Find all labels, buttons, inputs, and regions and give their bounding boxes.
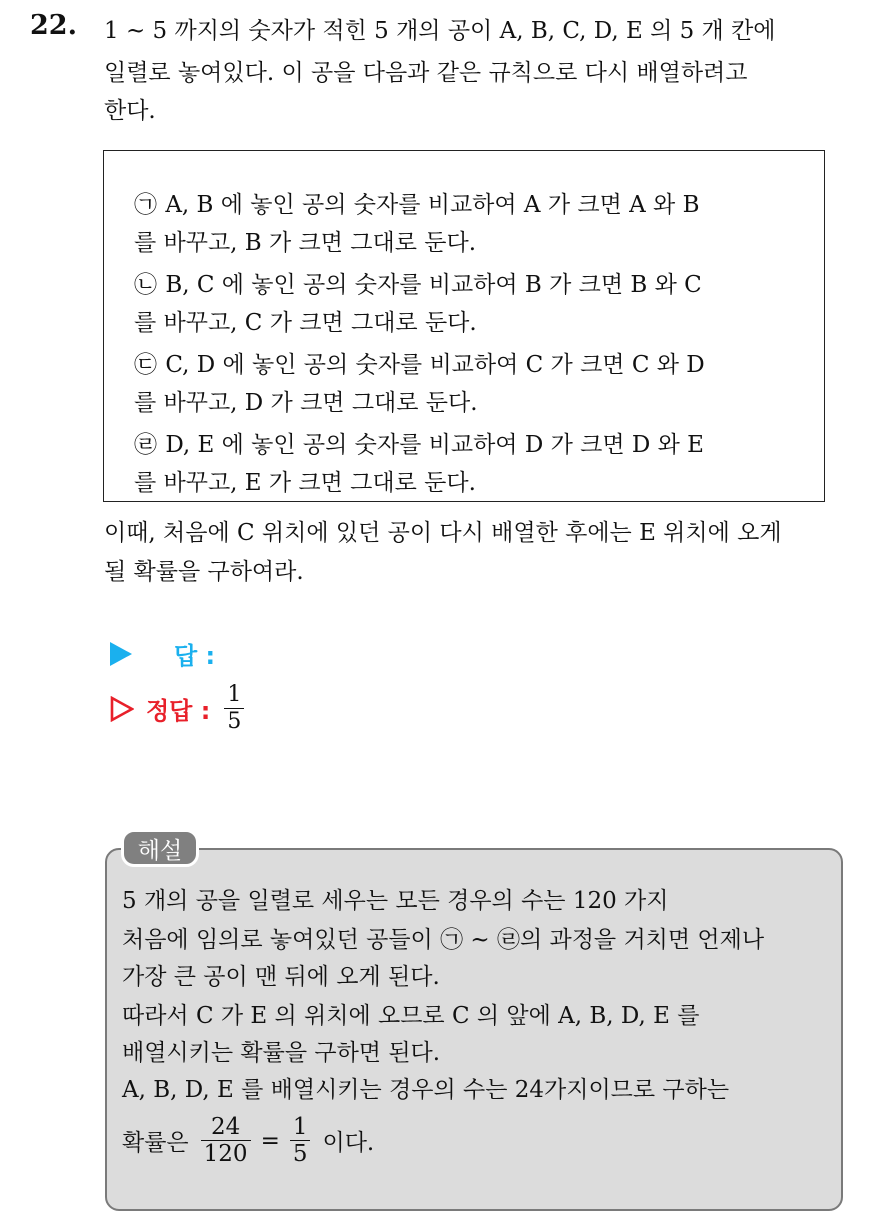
fraction-1-5	[290, 1114, 311, 1167]
explanation-line-6: A, B, D, E 를 배열시키는 경우의 수는 24가지이므로 구하는	[122, 1077, 730, 1103]
rule-4-line-2: 를 바꾸고, E 가 크면 그대로 둔다.	[134, 470, 476, 496]
play-outline-icon	[110, 696, 134, 722]
play-filled-icon	[110, 642, 132, 666]
rules-box	[103, 150, 825, 502]
rule-4-line-1: D, E 에 놓인 공의 숫자를 비교하여 D 가 크면 D 와 E	[165, 432, 704, 458]
rule-1	[134, 185, 699, 225]
rule-3-line-1: C, D 에 놓인 공의 숫자를 비교하여 C 가 크면 C 와 D	[165, 352, 705, 378]
explanation-line-5: 배열시키는 확률을 구하면 된다.	[122, 1040, 441, 1066]
correct-answer-row	[110, 682, 244, 735]
rule-2-line-2: 를 바꾸고, C 가 크면 그대로 둔다.	[134, 310, 477, 336]
rule-3-mark: ㉢	[134, 352, 157, 378]
rule-2-cont	[134, 303, 477, 343]
explanation-line-1: 5 개의 공을 일렬로 세우는 모든 경우의 수는 120 가지	[122, 888, 669, 914]
correct-answer-label: 정답 :	[146, 697, 211, 725]
correct-answer-fraction	[224, 682, 244, 735]
rule-4-cont	[134, 463, 476, 503]
explanation-line-4: 따라서 C 가 E 의 위치에 오므로 C 의 앞에 A, B, D, E 를	[122, 1003, 700, 1029]
fraction-1-denominator: 120	[201, 1140, 251, 1167]
rule-4	[134, 425, 704, 465]
rule-3-cont	[134, 383, 478, 423]
rule-1-line-2: 를 바꾸고, B 가 크면 그대로 둔다.	[134, 230, 477, 256]
answer-row	[110, 636, 215, 671]
equals-sign: =	[260, 1127, 280, 1154]
fraction-1-numerator: 24	[210, 1114, 241, 1140]
explanation-final-line	[122, 1114, 374, 1167]
rule-4-mark: ㉣	[134, 432, 157, 458]
explanation-tag: 해설	[121, 829, 199, 867]
rule-3	[134, 345, 705, 385]
rule-3-line-2: 를 바꾸고, D 가 크면 그대로 둔다.	[134, 390, 478, 416]
fraction-2-denominator: 5	[290, 1140, 311, 1167]
rule-1-line-1: A, B 에 놓인 공의 숫자를 비교하여 A 가 크면 A 와 B	[165, 192, 700, 218]
final-suffix: 이다.	[322, 1130, 375, 1156]
correct-denominator: 5	[224, 708, 244, 735]
correct-numerator: 1	[227, 682, 242, 707]
explanation-line-3: 가장 큰 공이 맨 뒤에 오게 된다.	[122, 964, 440, 990]
answer-label: 답 :	[174, 642, 216, 670]
question-line-3: 한다.	[104, 98, 156, 124]
after-line-2: 될 확률을 구하여라.	[104, 559, 304, 585]
rule-1-mark: ㉠	[134, 192, 157, 218]
fraction-2-numerator: 1	[292, 1114, 308, 1140]
after-line-1: 이때, 처음에 C 위치에 있던 공이 다시 배열한 후에는 E 위치에 오게	[104, 520, 782, 546]
explanation-line-2: 처음에 임의로 놓여있던 공들이 ㉠ ~ ㉣의 과정을 거치면 언제나	[122, 927, 765, 953]
rule-1-cont	[134, 223, 476, 263]
question-line-2: 일렬로 놓여있다. 이 공을 다음과 같은 규칙으로 다시 배열하려고	[104, 60, 748, 86]
question-line-1: 1 ~ 5 까지의 숫자가 적힌 5 개의 공이 A, B, C, D, E 의 5 개 칸에	[104, 18, 776, 44]
fraction-24-120	[201, 1114, 251, 1167]
rule-2	[134, 265, 702, 305]
question-number: 22.	[30, 10, 77, 41]
rule-2-line-1: B, C 에 놓인 공의 숫자를 비교하여 B 가 크면 B 와 C	[165, 272, 702, 298]
rule-2-mark: ㉡	[134, 272, 157, 298]
final-prefix: 확률은	[122, 1130, 189, 1156]
